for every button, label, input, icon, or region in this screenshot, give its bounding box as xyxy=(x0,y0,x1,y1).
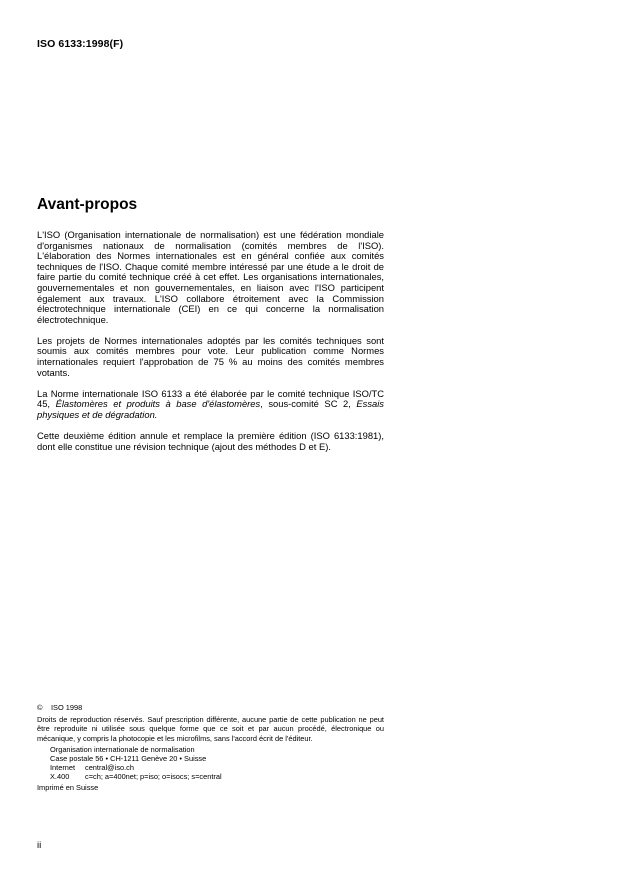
publisher-org: Organisation internationale de normalisation xyxy=(50,744,195,754)
x400-value: c=ch; a=400net; p=iso; o=isocs; s=central xyxy=(85,772,222,782)
copyright-icon: © xyxy=(37,703,43,712)
paragraph-3-intro: La Norme internationale ISO 6133 a été élaborée par le comité technique ISO/TC 45, xyxy=(37,387,384,410)
publisher-address xyxy=(50,745,384,782)
x400-label: X.400 xyxy=(50,772,70,782)
internet-label: Internet xyxy=(50,763,76,773)
foreword-paragraph-4: Cette deuxième édition annule et remplace la première édition (ISO 6133:1981), dont elle constitue une révision technique (ajout des méthodes D et E). xyxy=(37,430,384,452)
internet-row xyxy=(50,763,384,772)
document-header: ISO 6133:1998(F) xyxy=(37,38,124,50)
paragraph-3-middle: , sous-comité SC 2, xyxy=(260,398,357,410)
copyright-block xyxy=(37,703,384,792)
page-title: Avant-propos xyxy=(37,196,138,213)
postal-address: Case postale 56 • CH-1211 Genève 20 • Suisse xyxy=(50,754,207,764)
page-number: ii xyxy=(37,840,42,851)
subcommittee-title: Essais physiques et de dégradation. xyxy=(37,398,384,420)
copyright-year: ISO 1998 xyxy=(51,703,83,712)
foreword-paragraph-1: L'ISO (Organisation internationale de normalisation) est une fédération mondiale d'organismes nationaux de normalisation (comités membres de l'ISO). L'élaboration des Normes internationales est en général confiée aux comités techniques de l'ISO. Chaque comité membre intéressé par une étude a le droit de faire partie du comité technique créé à cet effet. Les organisations internationales, gouvernementales et non gouvernementales, en liaison avec l'ISO participent également aux travaux. L'ISO collabore étroitement avec la Commission électrotechnique internationale (CEI) en ce qui concerne la normalisation électrotechnique. xyxy=(37,229,384,325)
foreword-body xyxy=(37,230,384,463)
foreword-paragraph-3 xyxy=(37,389,384,421)
foreword-paragraph-2: Les projets de Normes internationales adoptés par les comités techniques sont soumis aux comités membres pour vote. Leur publication comme Normes internationales requiert l'approbation de 75 % au moins des comités membres votants. xyxy=(37,334,384,378)
internet-value: central@iso.ch xyxy=(85,763,134,773)
committee-title: Élastomères et produits à base d'élastomères xyxy=(55,398,261,410)
rights-statement: Droits de reproduction réservés. Sauf prescription différente, aucune partie de cette publication ne peut être reproduite ni utilisée sous quelque forme que ce soit et par aucun procédé, électronique ou mécanique, y compris la photocopie et les microfilms, sans l'accord écrit de l'éditeur. xyxy=(37,715,384,743)
copyright-line xyxy=(37,703,384,712)
printed-in: Imprimé en Suisse xyxy=(37,782,99,792)
x400-row xyxy=(50,772,384,781)
